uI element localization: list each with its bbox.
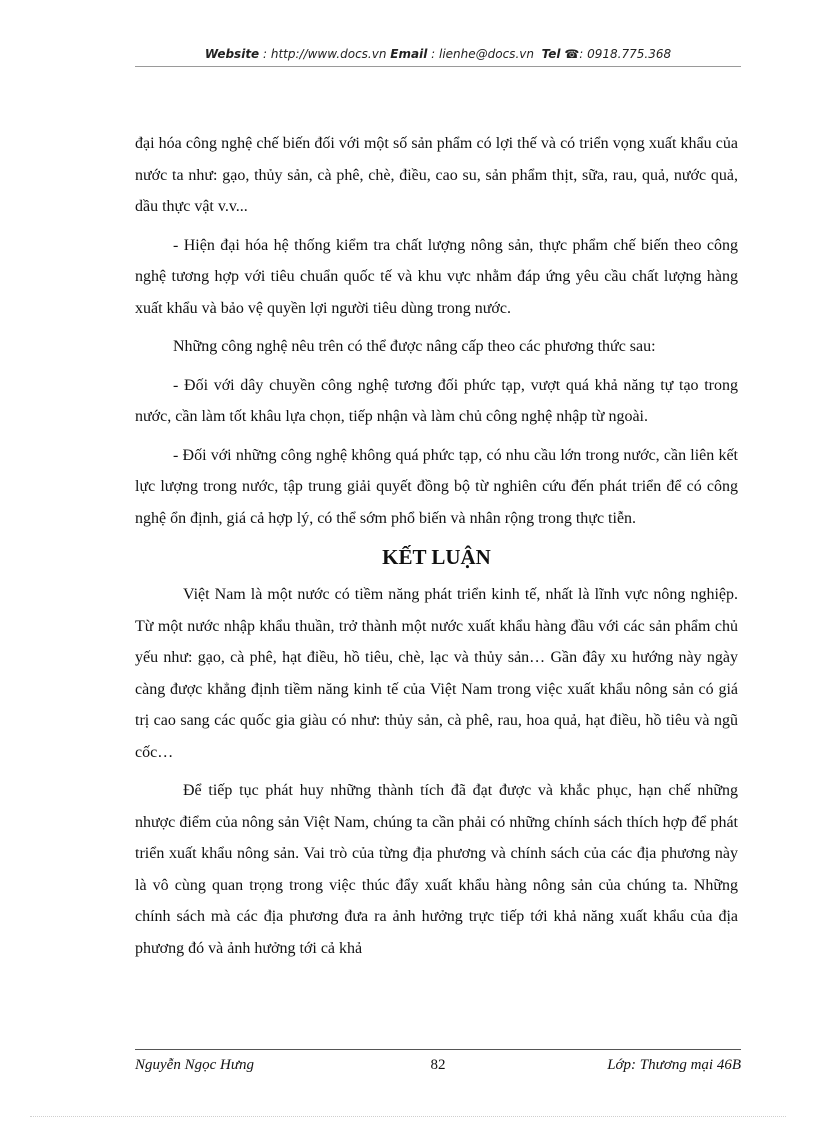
- paragraph-2: - Hiện đại hóa hệ thống kiểm tra chất lượng nông sản, thực phẩm chế biến theo công nghệ tương hợp với tiêu chuẩn quốc tế và khu vực nhằm đáp ứng yêu cầu chất lượng hàng xuất khẩu và bảo vệ quyền lợi người tiêu dùng trong nước.: [135, 236, 738, 317]
- paragraph-3: Những công nghệ nêu trên có thể được nâng cấp theo các phương thức sau:: [173, 338, 656, 355]
- document-body: [135, 128, 738, 971]
- footer-class-info: Lớp: Thương mại 46B: [607, 1057, 741, 1073]
- email-address[interactable]: lienhe@docs.vn: [438, 47, 534, 61]
- page-header: [135, 46, 741, 67]
- website-url[interactable]: http://www.docs.vn: [270, 47, 387, 61]
- footer-author: Nguyễn Ngọc Hưng: [135, 1057, 254, 1073]
- tel-number: : 0918.775.368: [579, 47, 672, 61]
- paragraph-6: Việt Nam là một nước có tiềm năng phát triển kinh tế, nhất là lĩnh vực nông nghiệp. Từ một nước nhập khẩu thuần, trở thành một nước xuất khẩu hàng đầu với các sản phẩm chủ yếu như: gạo, cà phê, hạt điều, hồ tiêu, chè, lạc và thủy sản… Gần đây xu hướng này ngày càng được khẳng định tiềm năng kinh tế của Việt Nam trong việc xuất khẩu nông sản có giá trị cao sang các quốc gia giàu có như: thủy sản, cà phê, rau, hoa quả, hạt điều, hồ tiêu và ngũ cốc…: [135, 586, 738, 761]
- phone-icon: ☎: [564, 47, 580, 61]
- section-title: KẾT LUẬN: [382, 545, 491, 569]
- footer-page-number: 82: [430, 1057, 446, 1073]
- email-separator: :: [427, 47, 439, 61]
- paragraph-5: - Đối với những công nghệ không quá phức tạp, có nhu cầu lớn trong nước, cần liên kết lực lượng trong nước, tập trung giải quyết đồng bộ từ nghiên cứu đến phát triển để có công nghệ ổn định, giá cả hợp lý, có thể sớm phổ biến và nhân rộng trong thực tiễn.: [135, 446, 738, 527]
- page-bottom-divider: [30, 1116, 786, 1117]
- page-footer: [135, 1049, 741, 1078]
- website-separator: :: [259, 47, 271, 61]
- tel-label: Tel: [541, 47, 561, 61]
- website-label: Website: [204, 47, 260, 61]
- paragraph-4: - Đối với dây chuyền công nghệ tương đối phức tạp, vượt quá khả năng tự tạo trong nước, cần làm tốt khâu lựa chọn, tiếp nhận và làm chủ công nghệ nhập từ ngoài.: [135, 376, 738, 425]
- paragraph-7: Để tiếp tục phát huy những thành tích đã đạt được và khắc phục, hạn chế những nhược điểm của nông sản Việt Nam, chúng ta cần phải có những chính sách thích hợp để phát triển xuất khẩu nông sản. Vai trò của từng địa phương và chính sách của các địa phương này là vô cùng quan trọng trong việc thúc đẩy xuất khẩu hàng nông sản của chúng ta. Những chính sách mà các địa phương đưa ra ảnh hưởng trực tiếp tới khả năng xuất khẩu của địa phương đó và ảnh hưởng tới cả khả: [135, 782, 738, 957]
- paragraph-1: đại hóa công nghệ chế biến đối với một số sản phẩm có lợi thế và có triển vọng xuất khẩu của nước ta như: gạo, thủy sản, cà phê, chè, điều, cao su, sản phẩm thịt, sữa, rau, quả, nước quả, dầu thực vật v.v...: [135, 135, 738, 215]
- email-label: Email: [390, 47, 428, 61]
